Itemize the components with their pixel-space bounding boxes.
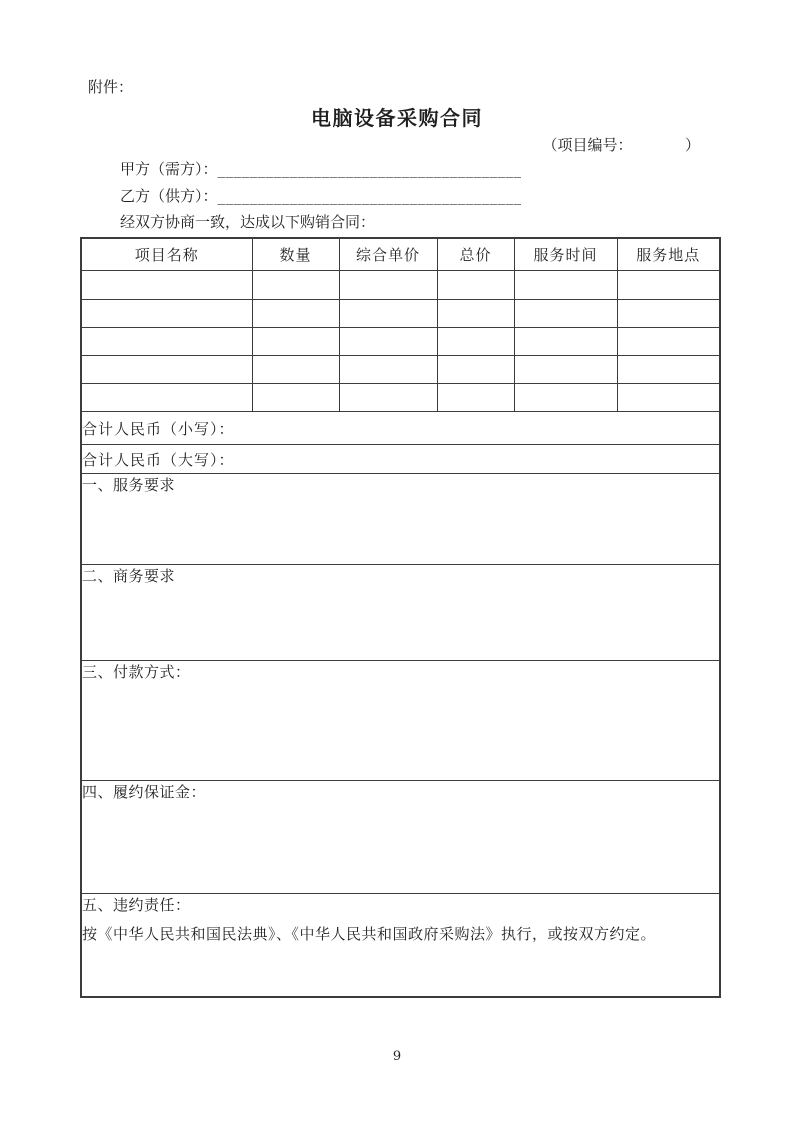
empty-cell [437, 356, 514, 384]
table-empty-row [81, 300, 720, 328]
total-upper-row [81, 445, 720, 474]
empty-cell [514, 356, 617, 384]
total-lower-label: 合计人民币（小写）： [81, 412, 720, 445]
column-header-quantity: 数量 [252, 238, 339, 271]
empty-cell [514, 328, 617, 356]
empty-cell [339, 300, 437, 328]
table-empty-row [81, 271, 720, 300]
empty-cell [252, 384, 339, 412]
column-header-total-price: 总价 [437, 238, 514, 271]
empty-cell [252, 356, 339, 384]
empty-cell [617, 356, 720, 384]
empty-cell [252, 328, 339, 356]
empty-cell [514, 271, 617, 300]
empty-cell [81, 384, 252, 412]
section-service-requirements [81, 474, 720, 565]
empty-cell [339, 328, 437, 356]
empty-cell [437, 328, 514, 356]
section-label: 二、商务要求 [82, 567, 176, 585]
page-number: 9 [392, 1049, 402, 1064]
section-business-requirements [81, 565, 720, 661]
empty-cell [437, 271, 514, 300]
empty-cell [81, 328, 252, 356]
empty-cell [617, 271, 720, 300]
empty-cell [81, 300, 252, 328]
empty-cell [437, 384, 514, 412]
empty-cell [437, 300, 514, 328]
empty-cell [617, 384, 720, 412]
table-empty-row [81, 356, 720, 384]
section-label: 五、违约责任： [82, 896, 191, 914]
party-a-label: 甲方（需方）： [120, 160, 218, 178]
section-body: 按《中华人民共和国民法典》、《中华人民共和国政府采购法》执行，或按双方约定。 [82, 925, 657, 943]
section-label: 三、付款方式： [82, 663, 191, 681]
empty-cell [339, 384, 437, 412]
empty-cell [514, 384, 617, 412]
empty-cell [81, 271, 252, 300]
total-upper-label: 合计人民币（大写）： [81, 445, 720, 474]
table-empty-row [81, 328, 720, 356]
column-header-unit-price: 综合单价 [339, 238, 437, 271]
empty-rows [81, 271, 720, 412]
section-label: 四、履约保证金： [82, 783, 207, 801]
table-empty-row [81, 384, 720, 412]
empty-cell [617, 328, 720, 356]
party-b-line [120, 185, 522, 206]
empty-cell [339, 356, 437, 384]
empty-cell [252, 300, 339, 328]
empty-cell [81, 356, 252, 384]
empty-cell [617, 300, 720, 328]
empty-cell [252, 271, 339, 300]
empty-cell [514, 300, 617, 328]
column-header-service-time: 服务时间 [514, 238, 617, 271]
party-b-blank-line: ______________________________________ [217, 187, 522, 205]
attachment-label: 附件： [88, 78, 134, 96]
party-b-label: 乙方（供方）： [120, 187, 218, 205]
project-number-line: （项目编号： ） [542, 136, 700, 154]
empty-cell [339, 271, 437, 300]
party-a-blank-line: ______________________________________ [217, 160, 522, 178]
section-label: 一、服务要求 [82, 476, 176, 494]
total-lower-row [81, 412, 720, 445]
column-header-service-place: 服务地点 [617, 238, 720, 271]
section-payment-method [81, 661, 720, 781]
intro-text: 经双方协商一致，达成以下购销合同： [120, 213, 376, 231]
contract-table [80, 237, 721, 998]
section-breach-liability [81, 894, 720, 998]
section-performance-bond [81, 781, 720, 894]
column-header-item-name: 项目名称 [81, 238, 252, 271]
page-title: 电脑设备采购合同 [311, 106, 483, 130]
table-header-row [81, 238, 720, 271]
party-a-line [120, 158, 522, 179]
